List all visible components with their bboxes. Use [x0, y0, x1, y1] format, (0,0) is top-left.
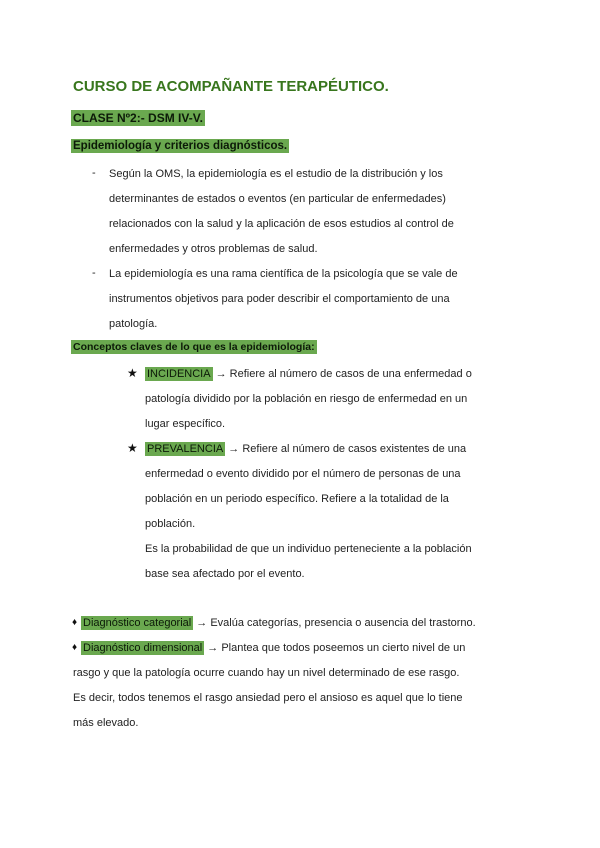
prevalencia-term: PREVALENCIA: [147, 443, 224, 455]
diamond-icon: ♦: [72, 642, 78, 653]
diamond-icon: ♦: [72, 617, 78, 628]
class-heading: [71, 111, 205, 125]
incidencia-term: INCIDENCIA: [147, 368, 211, 380]
concepts-heading-text: Conceptos claves de lo que es la epidemiología:: [73, 341, 315, 353]
bullet-dash-1: -: [92, 167, 96, 179]
prevalencia-line-2: enfermedad o evento dividido por el número de personas de una: [145, 468, 461, 480]
bullet-dash-2: -: [92, 267, 96, 279]
bullet-1-line-2: determinantes de estados o eventos (en particular de enfermedades): [109, 193, 446, 205]
section-heading: [71, 140, 289, 152]
diag-categorial-line: [81, 616, 476, 630]
prevalencia-line-3: población en un periodo específico. Refiere a la totalidad de la: [145, 493, 449, 505]
document-title: CURSO DE ACOMPAÑANTE TERAPÉUTICO.: [73, 78, 389, 95]
bullet-1-line-1: Según la OMS, la epidemiología es el estudio de la distribución y los: [109, 168, 443, 180]
prevalencia-line-6: base sea afectado por el evento.: [145, 568, 305, 580]
incidencia-line-1: [145, 367, 472, 381]
concepts-heading: [71, 341, 317, 353]
section-heading-text: Epidemiología y criterios diagnósticos.: [73, 140, 288, 152]
star-icon: ★: [127, 366, 138, 380]
class-heading-text: CLASE Nº2:- DSM IV-V.: [73, 111, 203, 125]
prevalencia-line-1: [145, 442, 466, 456]
closing-line-1: rasgo y que la patología ocurre cuando hay un nivel determinado de ese rasgo.: [73, 667, 460, 679]
diag-categorial-term: Diagnóstico categorial: [83, 617, 192, 629]
bullet-2-line-2: instrumentos objetivos para poder describir el comportamiento de una: [109, 293, 450, 305]
closing-line-2: Es decir, todos tenemos el rasgo ansiedad pero el ansioso es aquel que lo tiene: [73, 692, 463, 704]
diag-dimensional-rest: → Plantea que todos poseemos un cierto nivel de un: [204, 642, 466, 654]
incidencia-line-2: patología dividido por la población en riesgo de enfermedad en un: [145, 393, 468, 405]
incidencia-line-3: lugar específico.: [145, 418, 226, 430]
incidencia-first-rest: → Refiere al número de casos de una enfermedad o: [212, 368, 472, 380]
bullet-1-line-4: enfermedades y otros problemas de salud.: [109, 243, 318, 255]
bullet-1-line-3: relacionados con la salud y la aplicación de esos estudios al control de: [109, 218, 454, 230]
star-icon: ★: [127, 441, 138, 455]
diag-dimensional-term: Diagnóstico dimensional: [83, 642, 203, 654]
diag-categorial-rest: → Evalúa categorías, presencia o ausencia del trastorno.: [193, 617, 476, 629]
prevalencia-line-5: Es la probabilidad de que un individuo perteneciente a la población: [145, 543, 472, 555]
prevalencia-first-rest: → Refiere al número de casos existentes de una: [225, 443, 467, 455]
bullet-2-line-1: La epidemiología es una rama científica de la psicología que se vale de: [109, 268, 458, 280]
closing-line-3: más elevado.: [73, 717, 139, 729]
bullet-2-line-3: patología.: [109, 318, 158, 330]
prevalencia-line-4: población.: [145, 518, 196, 530]
diag-dimensional-line: [81, 641, 465, 655]
